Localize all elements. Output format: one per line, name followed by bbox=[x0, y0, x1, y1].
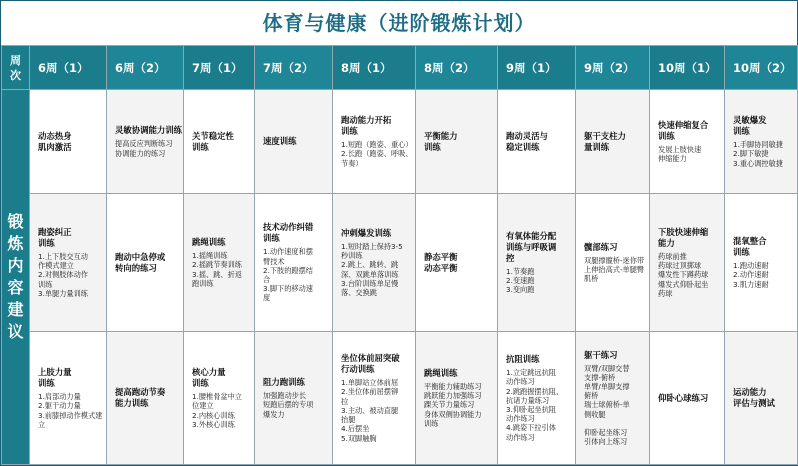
plan-cell bbox=[255, 194, 333, 332]
plan-cell bbox=[416, 332, 498, 465]
plan-cell bbox=[30, 332, 107, 465]
plan-cell bbox=[576, 194, 650, 332]
plan-cell bbox=[30, 194, 107, 332]
header-row bbox=[2, 46, 798, 90]
corner-label-text: 周 次 bbox=[10, 53, 21, 82]
table-row bbox=[2, 90, 798, 194]
cell-detail: 1.节奏跑 2.变速跑 3.变向跑 bbox=[506, 266, 535, 295]
cell-title: 平衡能力 训练 bbox=[424, 130, 458, 152]
week-header: 10周（2） bbox=[725, 46, 798, 90]
page-title: 体育与健康（进阶锻炼计划） bbox=[262, 11, 536, 35]
cell-title: 髋部练习 bbox=[584, 241, 618, 252]
cell-detail: 1.立定跳远抗阻 动作练习 2.跳跑握摆抗阻、 抗诸力量练习 3.仰卧起坐抗阻 动作练习 4.跳姿下拉引体 动作练习 bbox=[506, 368, 564, 442]
cell-detail: 1.上下肢交互动 作模式建立 2.对侧肢体动作 训练 3.单腿力量训练 bbox=[38, 251, 88, 298]
cell-detail: 1.摇绳训练 2.摇跳节奏训练 3.摇、跳、折返 跑训练 bbox=[192, 251, 242, 288]
plan-cell bbox=[333, 332, 416, 465]
cell-title: 灵敏爆发 训练 bbox=[733, 115, 767, 137]
cell-title: 跑姿纠正 训练 bbox=[38, 226, 72, 248]
cell-title: 速度训练 bbox=[263, 136, 297, 146]
plan-cell bbox=[255, 332, 333, 465]
cell-title: 动态热身 肌肉激活 bbox=[38, 130, 72, 152]
plan-cell bbox=[184, 194, 255, 332]
plan-cell bbox=[576, 332, 650, 465]
cell-title: 跑动灵活与 稳定训练 bbox=[506, 130, 548, 152]
cell-title: 灵敏协调能力训练 bbox=[115, 125, 182, 136]
cell-title: 坐位体前屈突破 行动训练 bbox=[341, 353, 400, 375]
plan-cell bbox=[255, 90, 333, 194]
week-header: 6周（1） bbox=[30, 46, 107, 90]
cell-title: 核心力量 训练 bbox=[192, 367, 226, 389]
plan-cell bbox=[416, 90, 498, 194]
cell-title: 冲刺爆发训练 bbox=[341, 227, 392, 238]
cell-title: 静态平衡 动态平衡 bbox=[424, 251, 458, 273]
cell-title: 混氧整合 训练 bbox=[733, 236, 767, 258]
plan-cell bbox=[498, 332, 576, 465]
cell-detail: 1.手脚协同敏捷 2.脚下敏捷 3.重心调控敏捷 bbox=[733, 140, 783, 168]
plan-table bbox=[1, 45, 798, 465]
cell-title: 跳绳训练 bbox=[424, 367, 458, 378]
plan-cell bbox=[107, 332, 184, 465]
table-row bbox=[2, 194, 798, 332]
plan-cell bbox=[650, 332, 725, 465]
cell-detail: 1.单脚站立体前屈 2.坐位体前屈摆铆 拉 3.主动、被动直腿 抬腿 4.后摆坐 5.双脚触胸 bbox=[341, 378, 399, 443]
plan-cell bbox=[184, 332, 255, 465]
week-header: 7周（2） bbox=[255, 46, 333, 90]
plan-cell bbox=[30, 90, 107, 194]
week-header: 9周（1） bbox=[498, 46, 576, 90]
plan-cell bbox=[725, 194, 798, 332]
plan-cell bbox=[416, 194, 498, 332]
week-header: 9周（2） bbox=[576, 46, 650, 90]
cell-detail: 双腿撑髋桥-迷你带 上伸抬高式-单腿臀 肌桥 bbox=[584, 255, 645, 284]
cell-detail: 加强跑动步长 短跑后摆的专项 爆发力 bbox=[263, 391, 314, 419]
plan-cell bbox=[498, 90, 576, 194]
week-header: 10周（1） bbox=[650, 46, 725, 90]
plan-cell bbox=[725, 90, 798, 194]
cell-detail: 1.腰椎骨盆中立 位建立 2.内核心训练 3.外核心训练 bbox=[192, 392, 242, 429]
plan-cell bbox=[650, 194, 725, 332]
cell-detail: 药球前推 药球过顶掷球 爆发性下蹲药球 爆发式仰卧起坐 药球 bbox=[658, 251, 709, 298]
plan-cell bbox=[576, 90, 650, 194]
week-corner-label bbox=[2, 46, 30, 90]
cell-detail: 1.短跑（跑姿、重心） 2.长跑（跑姿、呼吸、节奏） bbox=[341, 140, 413, 168]
plan-cell bbox=[498, 194, 576, 332]
cell-title: 躯干支柱力 量训练 bbox=[584, 130, 626, 152]
plan-cell bbox=[333, 194, 416, 332]
cell-title: 跑动能力开拓 训练 bbox=[341, 115, 392, 137]
cell-title: 跑动中急停或 转向的练习 bbox=[115, 251, 166, 273]
side-label: 锻 炼 内 容 建 议 bbox=[2, 90, 30, 465]
table-body bbox=[2, 90, 798, 465]
cell-title: 抗阻训练 bbox=[506, 354, 540, 365]
cell-title: 阻力跑训练 bbox=[263, 377, 305, 388]
cell-detail: 1.短时踏上保持3-5 秒训练 2.跳上、跳转、跳 深、双跳单落训练 3.台阶训练单足慢 落、交换跳 bbox=[341, 241, 403, 297]
cell-title: 仰卧心球练习 bbox=[658, 392, 709, 403]
cell-detail: 平衡能力辅助练习 跳跃能力加强练习 踝关节力量练习 身体双侧协调能力 训练 bbox=[424, 381, 482, 428]
plan-cell bbox=[107, 194, 184, 332]
plan-cell bbox=[333, 90, 416, 194]
cell-title: 跳绳训练 bbox=[192, 237, 226, 248]
cell-title: 提高跑动节奏 能力训练 bbox=[115, 387, 166, 408]
plan-cell bbox=[725, 332, 798, 465]
cell-title: 上肢力量 训练 bbox=[38, 367, 72, 389]
cell-title: 下肢快速伸缩 能力 bbox=[658, 226, 709, 248]
cell-title: 技术动作纠错 训练 bbox=[263, 222, 314, 244]
cell-title: 躯干练习 bbox=[584, 349, 618, 360]
table-row bbox=[2, 332, 798, 465]
week-header: 8周（2） bbox=[416, 46, 498, 90]
cell-title: 关节稳定性 训练 bbox=[192, 130, 234, 152]
cell-detail: 提高反应判断练习 协调能力的练习 bbox=[115, 139, 173, 158]
cell-title: 运动能力 评估与测试 bbox=[733, 387, 775, 408]
week-header: 6周（2） bbox=[107, 46, 184, 90]
plan-cell bbox=[184, 90, 255, 194]
week-header: 7周（1） bbox=[184, 46, 255, 90]
cell-detail: 1.肩部动力量 2.躯干动力量 3.前膝掉动作模式建立 bbox=[38, 392, 103, 429]
week-header: 8周（1） bbox=[333, 46, 416, 90]
cell-detail: 1.动作速度和摆 臂技术 2.下肢的蹬摆结 合 3.脚下的移动速 度 bbox=[263, 247, 313, 303]
cell-title: 有氧体能分配 训练与呼吸调 控 bbox=[506, 230, 557, 263]
plan-cell bbox=[650, 90, 725, 194]
plan-cell bbox=[107, 90, 184, 194]
cell-detail: 发展上肢快速 伸缩能力 bbox=[658, 144, 702, 163]
cell-detail: 1.跑动速耐 2.动作速耐 3.肌力速耐 bbox=[733, 261, 769, 289]
cell-detail: 双臂/双脚交替 支撑-俯桥 单臂/单脚支撑 俯桥 瑞士球俯桥-单 侧收腿 仰卧起坐练习 引体向上练习 bbox=[584, 363, 630, 447]
cell-title: 快速伸缩复合 训练 bbox=[658, 119, 709, 141]
